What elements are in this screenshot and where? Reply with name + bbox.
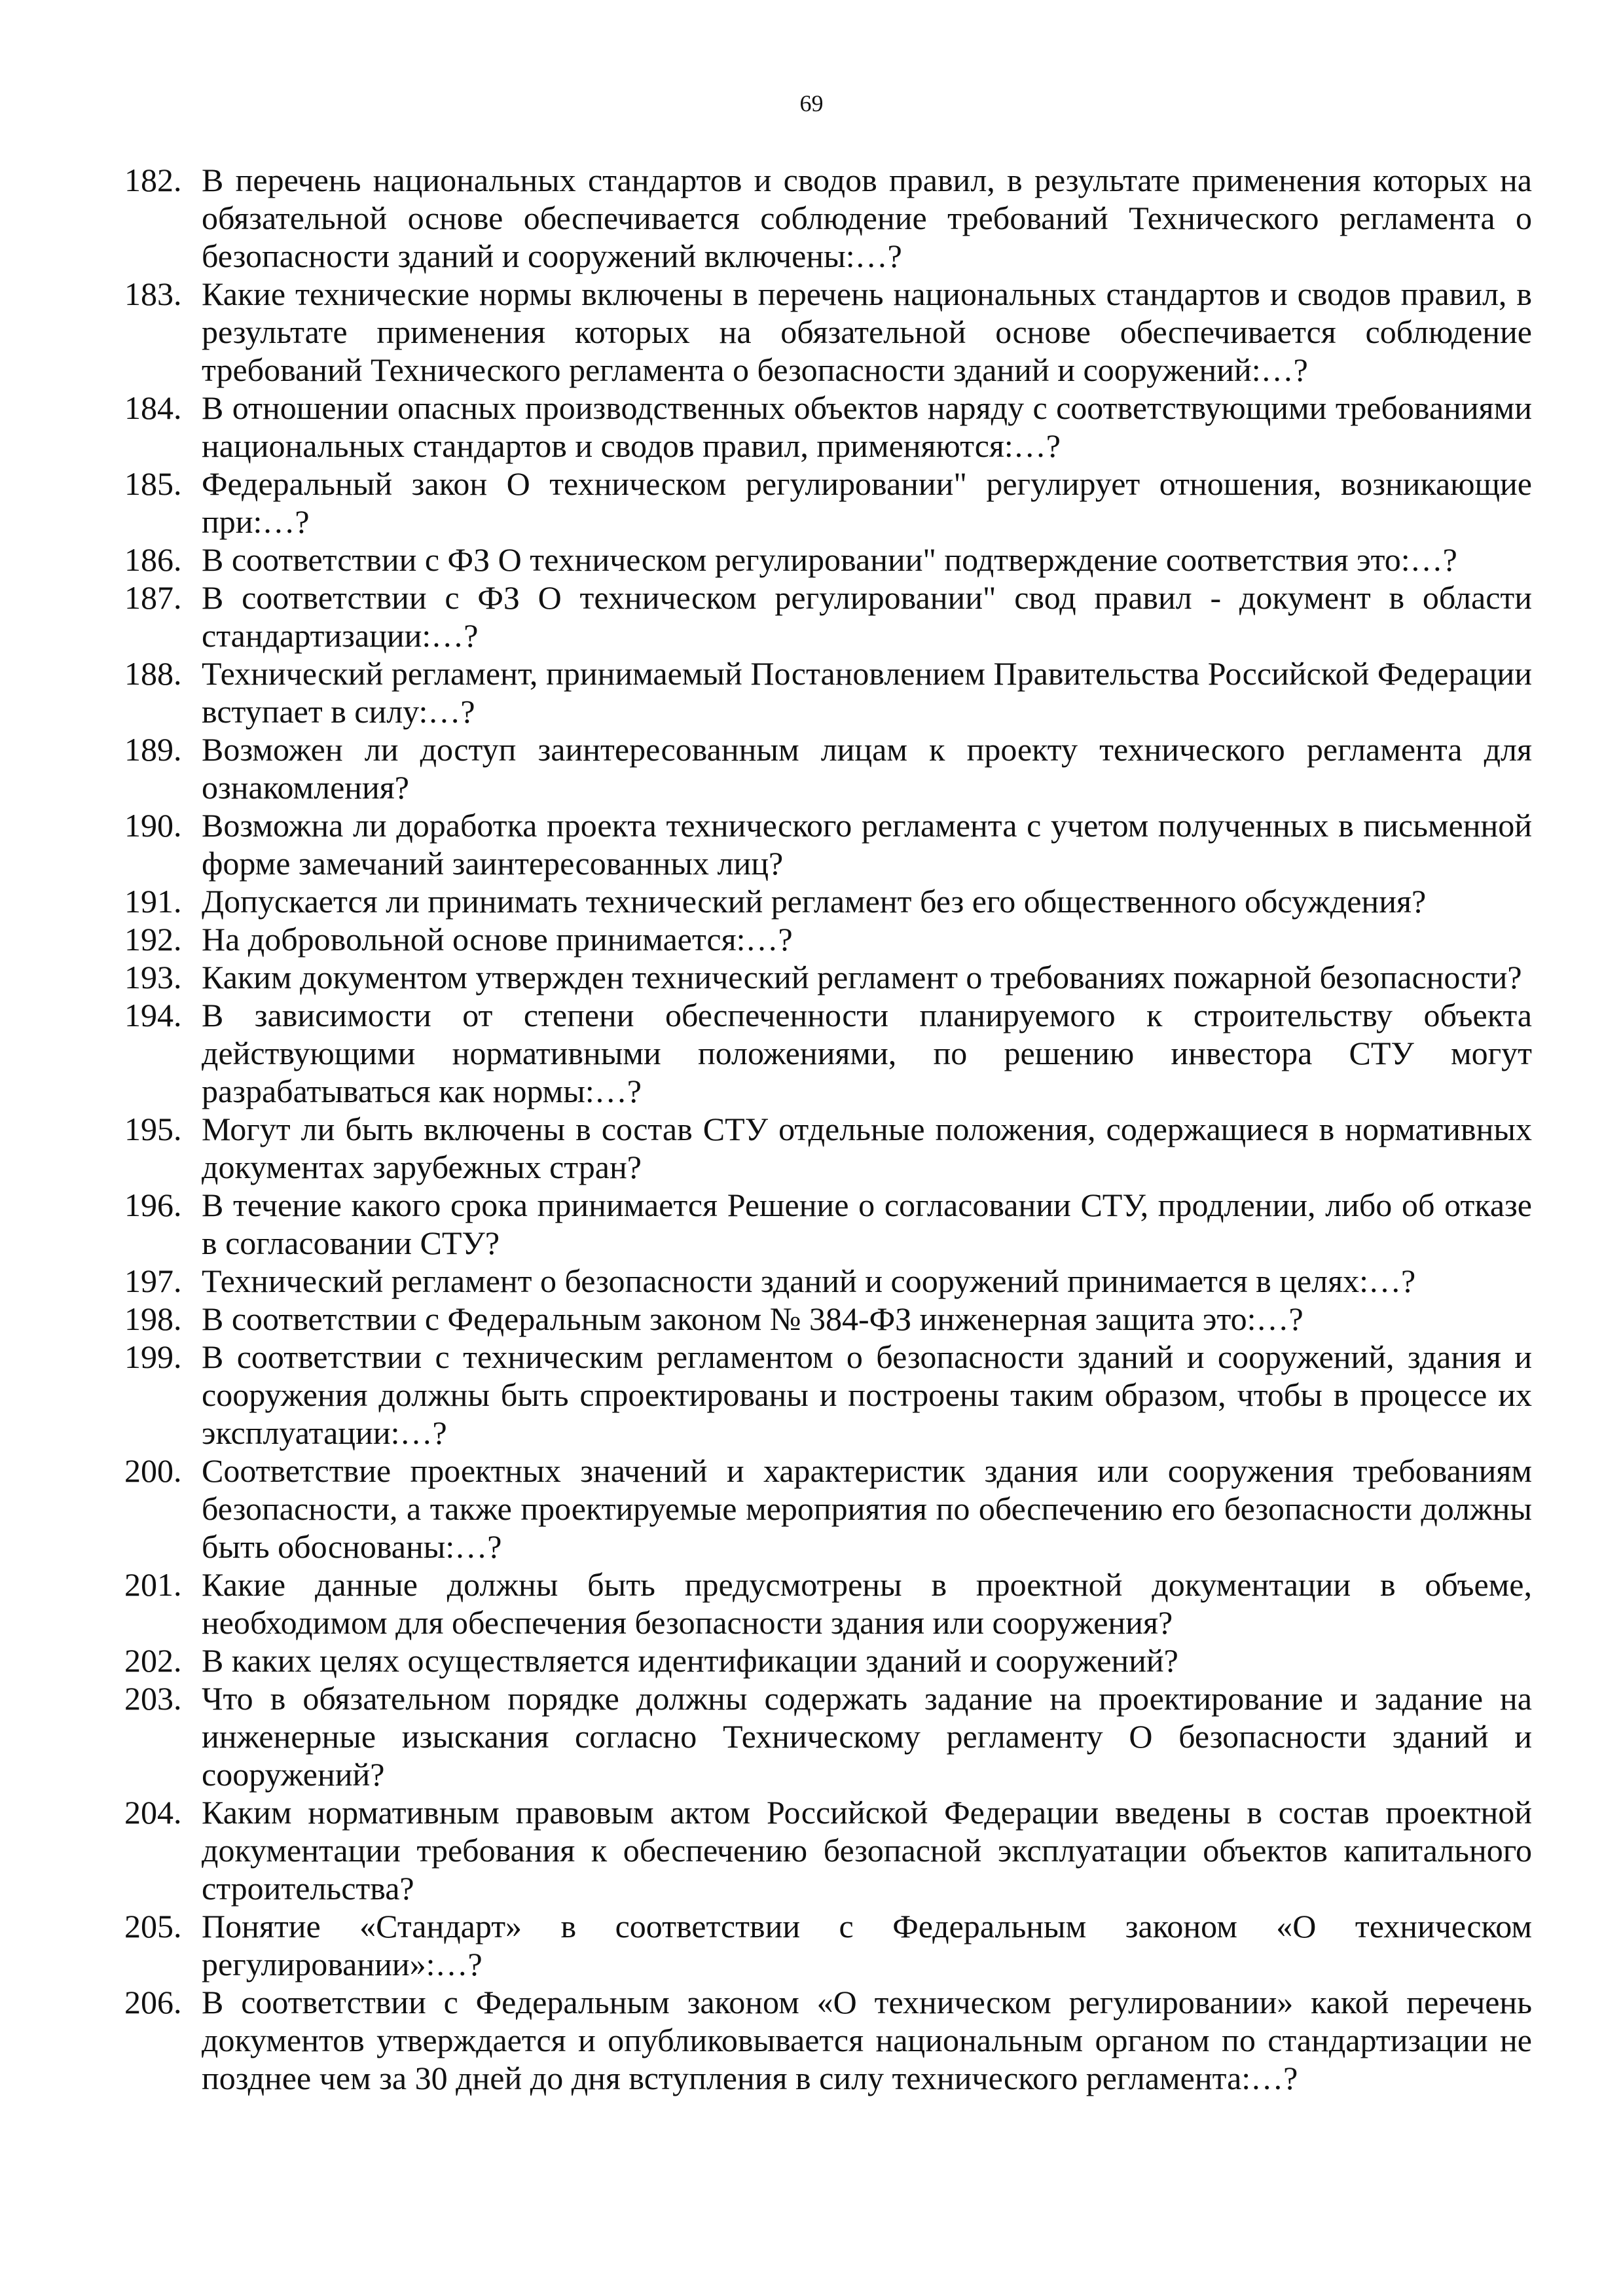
question-text: В соответствии с техническим регламентом о безопасности зданий и сооружений, здания и сооружения должны быть спроектированы и построены таким образом, чтобы в процессе их эксплуатации:…? (202, 1338, 1532, 1451)
question-text: Какие данные должны быть предусмотрены в проектной документации в объеме, необходимом для обеспечения безопасности здания или сооружения? (202, 1566, 1532, 1641)
question-text: Соответствие проектных значений и характеристик здания или сооружения требованиям безопасности, а также проектируемые мероприятия по обеспечению его безопасности должны быть обоснованы:…? (202, 1452, 1532, 1565)
question-item (124, 579, 1532, 655)
question-text: В каких целях осуществляется идентификации зданий и сооружений? (202, 1642, 1178, 1679)
question-text: Допускается ли принимать технический регламент без его общественного обсуждения? (202, 883, 1427, 920)
question-text: В отношении опасных производственных объектов наряду с соответствующими требованиями национальных стандартов и сводов правил, применяются:…? (202, 389, 1532, 464)
question-text: Что в обязательном порядке должны содержать задание на проектирование и задание на инженерные изыскания согласно Техническому регламенту О безопасности зданий и сооружений? (202, 1680, 1532, 1793)
question-text: В зависимости от степени обеспеченности планируемого к строительству объекта действующими нормативными положениями, по решению инвестора СТУ могут разрабатываться как нормы:…? (202, 997, 1532, 1109)
question-item (124, 1793, 1532, 1907)
question-item (124, 1641, 1532, 1679)
question-number: 184. (124, 389, 182, 426)
question-number: 204. (124, 1794, 182, 1831)
question-item (124, 882, 1532, 920)
question-number: 192. (124, 921, 182, 958)
question-text: В перечень национальных стандартов и сводов правил, в результате применения которых на обязательной основе обеспечивается соблюдение требований Технического регламента о безопасности зданий и сооружений включены:…? (202, 162, 1532, 274)
question-number: 193. (124, 959, 182, 996)
question-item (124, 1110, 1532, 1186)
page-number: 69 (799, 90, 824, 117)
question-number: 183. (124, 276, 182, 312)
question-item (124, 1452, 1532, 1566)
question-number: 191. (124, 883, 182, 920)
question-item (124, 1679, 1532, 1793)
question-item (124, 958, 1532, 996)
question-text: В соответствии с Федеральным законом № 384-ФЗ инженерная защита это:…? (202, 1300, 1304, 1337)
question-text: Возможен ли доступ заинтересованным лицам к проекту технического регламента для ознакомления? (202, 731, 1532, 806)
question-number: 196. (124, 1187, 182, 1223)
question-number: 187. (124, 579, 182, 616)
question-item (124, 1983, 1532, 2097)
question-item (124, 161, 1532, 275)
question-item (124, 730, 1532, 806)
question-text: Каким нормативным правовым актом Российской Федерации введены в состав проектной документации требования к обеспечению безопасной эксплуатации объектов капитального строительства? (202, 1794, 1532, 1907)
question-text: Возможна ли доработка проекта технического регламента с учетом полученных в письменной форме замечаний заинтересованных лиц? (202, 807, 1532, 882)
question-number: 202. (124, 1642, 182, 1679)
question-number: 186. (124, 541, 182, 578)
question-item (124, 655, 1532, 730)
question-item (124, 275, 1532, 389)
question-number: 195. (124, 1111, 182, 1147)
question-text: В соответствии с ФЗ О техническом регулировании" свод правил - документ в области стандартизации:…? (202, 579, 1532, 654)
question-text: Какие технические нормы включены в перечень национальных стандартов и сводов правил, в результате применения которых на обязательной основе обеспечивается соблюдение требований Технического регламента о безопасности зданий и сооружений:…? (202, 276, 1532, 388)
question-text: В течение какого срока принимается Решение о согласовании СТУ, продлении, либо об отказе в согласовании СТУ? (202, 1187, 1532, 1261)
question-number: 190. (124, 807, 182, 844)
question-item (124, 465, 1532, 541)
question-item (124, 1907, 1532, 1983)
question-text: Понятие «Стандарт» в соответствии с Федеральным законом «О техническом регулировании»:…? (202, 1908, 1532, 1982)
question-number: 200. (124, 1452, 182, 1489)
question-text: Технический регламент о безопасности зданий и сооружений принимается в целях:…? (202, 1263, 1416, 1299)
question-number: 198. (124, 1300, 182, 1337)
question-item (124, 1338, 1532, 1452)
question-text: В соответствии с ФЗ О техническом регулировании" подтверждение соответствия это:…? (202, 541, 1457, 578)
question-item (124, 806, 1532, 882)
question-list (124, 161, 1532, 2097)
question-text: Каким документом утвержден технический регламент о требованиях пожарной безопасности? (202, 959, 1522, 996)
question-number: 203. (124, 1680, 182, 1717)
question-item (124, 1300, 1532, 1338)
question-text: Могут ли быть включены в состав СТУ отдельные положения, содержащиеся в нормативных документах зарубежных стран? (202, 1111, 1532, 1185)
question-item (124, 541, 1532, 579)
question-number: 189. (124, 731, 182, 768)
question-number: 205. (124, 1908, 182, 1945)
question-number: 199. (124, 1338, 182, 1375)
question-number: 197. (124, 1263, 182, 1299)
question-item (124, 1262, 1532, 1300)
question-number: 201. (124, 1566, 182, 1603)
question-item (124, 920, 1532, 958)
question-number: 188. (124, 655, 182, 692)
question-item (124, 389, 1532, 465)
question-number: 182. (124, 162, 182, 198)
question-number: 194. (124, 997, 182, 1033)
question-number: 206. (124, 1984, 182, 2020)
question-text: Федеральный закон О техническом регулировании" регулирует отношения, возникающие при:…? (202, 465, 1532, 540)
question-item (124, 1566, 1532, 1641)
question-text: Технический регламент, принимаемый Постановлением Правительства Российской Федерации вступает в силу:…? (202, 655, 1532, 730)
question-text: На добровольной основе принимается:…? (202, 921, 793, 958)
question-text: В соответствии с Федеральным законом «О техническом регулировании» какой перечень документов утверждается и опубликовывается национальным органом по стандартизации не позднее чем за 30 дней до дня вступления в силу технического регламента:…? (202, 1984, 1532, 2096)
question-item (124, 1186, 1532, 1262)
question-item (124, 996, 1532, 1110)
question-number: 185. (124, 465, 182, 502)
